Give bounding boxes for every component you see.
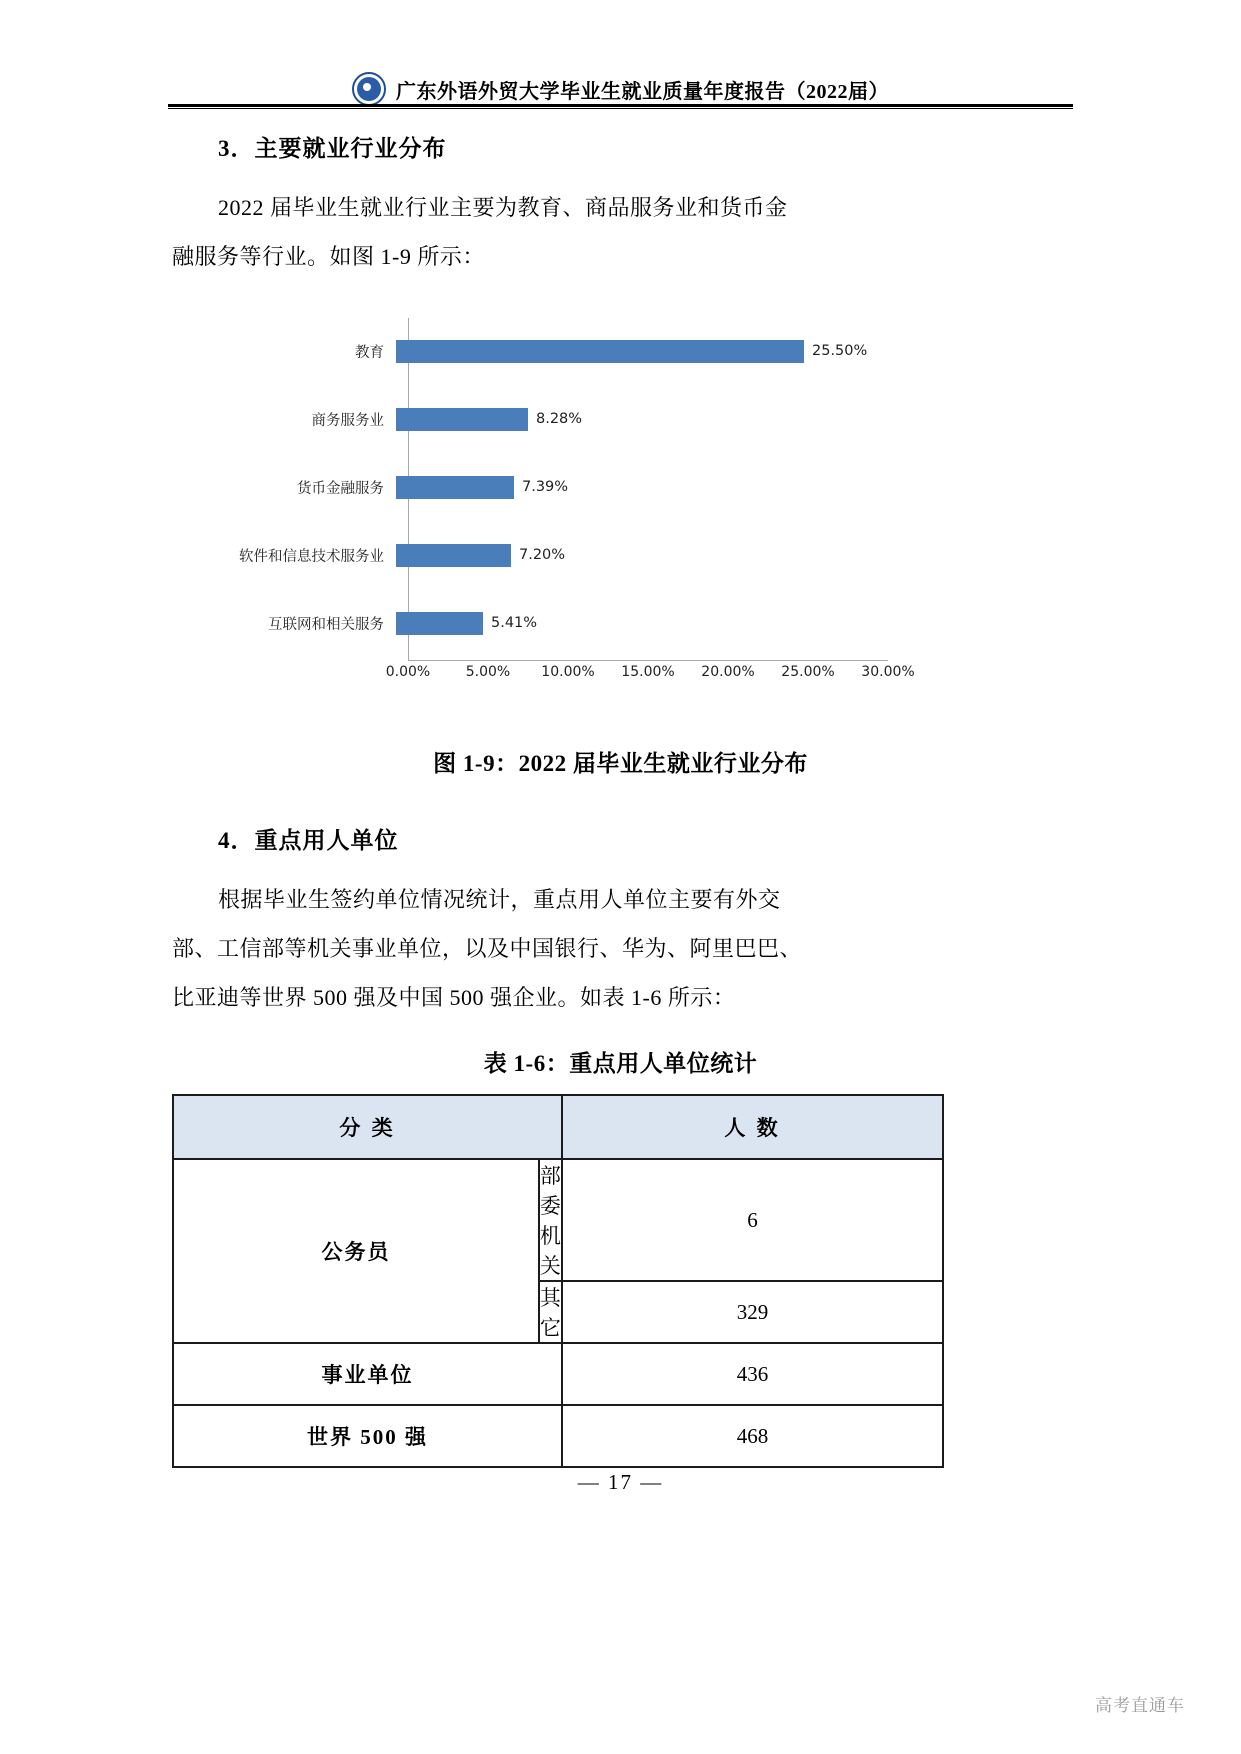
table-header-row — [173, 1095, 943, 1159]
chart-bar-value: 7.39% — [522, 479, 569, 495]
paragraph-line: 2022 届毕业生就业行业主要为教育、商品服务业和货币金 — [218, 195, 788, 220]
section-3-paragraph — [172, 183, 1077, 281]
table-header-category: 分 类 — [173, 1095, 562, 1159]
paragraph-line: 根据毕业生签约单位情况统计，重点用人单位主要有外交 — [218, 887, 781, 912]
table-cell-count: 329 — [562, 1281, 943, 1343]
chart-bar-row — [168, 318, 1073, 384]
table-cell-sub: 其它 — [539, 1281, 562, 1343]
section-4-paragraph — [172, 875, 1077, 1022]
page-number: — 17 — — [577, 1470, 664, 1494]
chart-x-tick: 30.00% — [861, 664, 915, 680]
chart-x-tick: 5.00% — [465, 664, 511, 680]
chart-bar-label: 教育 — [355, 344, 384, 361]
table-row — [173, 1405, 943, 1467]
chart-x-tick: 15.00% — [621, 664, 675, 680]
chart-bar-row — [168, 386, 1073, 452]
table-cell-count: 6 — [562, 1159, 943, 1281]
chart-bar-value: 25.50% — [812, 343, 868, 359]
table-cell-count: 436 — [562, 1343, 943, 1405]
paragraph-line: 比亚迪等世界 500 强及中国 500 强企业。如表 1-6 所示： — [172, 985, 736, 1010]
chart-bar-row — [168, 454, 1073, 520]
table-header-count: 人 数 — [562, 1095, 943, 1159]
chart-bar-value: 7.20% — [519, 547, 566, 563]
chart-bar-label: 互联网和相关服务 — [268, 616, 384, 633]
chart-bar-label: 软件和信息技术服务业 — [239, 548, 384, 565]
table-cell-sub: 部委机关 — [539, 1159, 562, 1281]
section-heading-4: 4．重点用人单位 — [218, 828, 399, 853]
table-cell-group: 公务员 — [173, 1159, 539, 1343]
chart-bar-track — [396, 318, 1073, 384]
chart-bar-row — [168, 590, 1073, 656]
table-cell-count: 468 — [562, 1405, 943, 1467]
chart-bar-track — [396, 590, 1073, 656]
chart-bar-track — [396, 386, 1073, 452]
chart-x-tick: 10.00% — [541, 664, 595, 680]
table-row — [173, 1343, 943, 1405]
section-heading-3: 3．主要就业行业分布 — [218, 136, 447, 161]
chart-x-tick: 20.00% — [701, 664, 755, 680]
chart-x-axis — [408, 660, 888, 661]
table-cell-sub: 世界 500 强 — [173, 1405, 562, 1467]
chart-plot-area — [168, 300, 1073, 700]
chart-bar-label: 商务服务业 — [311, 412, 384, 429]
chart-x-tick: 0.00% — [385, 664, 431, 680]
chart-bar-track — [396, 454, 1073, 520]
chart-x-tick: 25.00% — [781, 664, 835, 680]
chart-bar-track — [396, 522, 1073, 588]
chart-bar — [396, 544, 511, 567]
figure-caption: 图 1-9：2022 届毕业生就业行业分布 — [433, 751, 808, 776]
chart-bar — [396, 612, 483, 635]
page-header — [168, 72, 1073, 106]
header-divider — [168, 104, 1073, 107]
table-row — [173, 1159, 943, 1281]
university-seal-icon — [352, 72, 386, 106]
chart-bar — [396, 340, 804, 363]
paragraph-line: 融服务等行业。如图 1-9 所示： — [172, 244, 485, 269]
table-cell-sub: 事业单位 — [173, 1343, 562, 1405]
industry-distribution-chart — [168, 300, 1073, 700]
key-employers-table — [172, 1094, 944, 1468]
chart-x-tick-labels — [385, 664, 915, 688]
chart-bar — [396, 408, 528, 431]
chart-bar-value: 5.41% — [491, 615, 538, 631]
chart-bar-row — [168, 522, 1073, 588]
table-caption: 表 1-6：重点用人单位统计 — [483, 1051, 758, 1076]
chart-bar — [396, 476, 514, 499]
chart-bar-label: 货币金融服务 — [297, 480, 384, 497]
header-title: 广东外语外贸大学毕业生就业质量年度报告（2022届） — [396, 80, 889, 103]
chart-bar-value: 8.28% — [536, 411, 583, 427]
watermark: 高考直通车 — [1095, 1696, 1185, 1716]
paragraph-line: 部、工信部等机关事业单位，以及中国银行、华为、阿里巴巴、 — [172, 936, 803, 961]
